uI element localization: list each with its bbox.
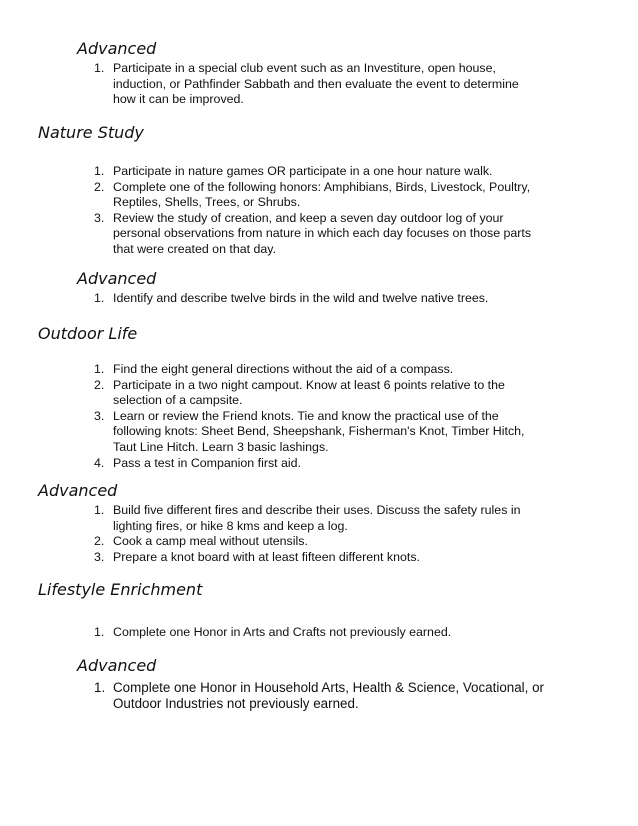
item-number: 1.: [94, 680, 106, 695]
list-item: [0, 550, 543, 566]
item-number: 1.: [94, 503, 105, 517]
item-text: Build five different fires and describe their uses. Discuss the safety rules in lighting fires, or hike 8 kms and keep a log.: [113, 503, 521, 533]
item-number: 2.: [94, 534, 105, 549]
list-item: [0, 61, 543, 108]
list-item: [0, 680, 553, 712]
list-item: [0, 625, 543, 641]
item-text: Pass a test in Companion first aid.: [113, 455, 302, 470]
item-number: 1.: [94, 164, 105, 178]
item-text: Complete one of the following honors: Amphibians, Birds, Livestock, Poultry, Reptiles, Shells, Trees, or Shrubs.: [113, 179, 531, 210]
list-item: [0, 362, 543, 378]
item-text: Cook a camp meal without utensils.: [113, 534, 308, 549]
list-item: [0, 164, 543, 180]
section-heading-advanced: Advanced: [77, 39, 157, 58]
section-heading-outdoor-life: Outdoor Life: [38, 324, 138, 343]
item-text: Review the study of creation, and keep a seven day outdoor log of your personal observations from nature in which each day focuses on those parts that were created on that day.: [113, 210, 532, 256]
section-list-advanced: [0, 680, 553, 712]
item-number: 2.: [94, 377, 105, 392]
item-text: Learn or review the Friend knots. Tie and know the practical use of the following knots: Sheet Bend, Sheepshank, Fisherman's Knot, Timber Hitch, Taut Line Hitch. Learn 3 basic lashings.: [113, 408, 525, 454]
section-heading-advanced: Advanced: [77, 656, 157, 675]
item-number: 1.: [94, 291, 105, 305]
item-number: 1.: [94, 362, 105, 376]
section-list-advanced: [0, 503, 543, 565]
item-text: Prepare a knot board with at least fifteen different knots.: [113, 549, 420, 564]
list-item: [0, 409, 543, 456]
list-item: [0, 503, 543, 534]
list-item: [0, 378, 543, 409]
item-number: 3.: [94, 549, 105, 564]
item-text: Participate in a special club event such as an Investiture, open house, induction, or Pathfinder Sabbath and then evaluate the event to determine how it can be improved.: [113, 61, 519, 107]
list-item: [0, 456, 543, 472]
section-list-advanced: [0, 291, 543, 307]
section-heading-advanced: Advanced: [38, 481, 118, 500]
item-number: 1.: [94, 625, 105, 639]
list-item: [0, 534, 543, 550]
section-list-advanced: [0, 61, 543, 108]
section-heading-advanced: Advanced: [77, 269, 157, 288]
section-list-nature-study: [0, 164, 543, 258]
item-text: Participate in nature games OR participate in a one hour nature walk.: [113, 164, 493, 178]
item-text: Complete one Honor in Arts and Crafts not previously earned.: [113, 625, 452, 639]
item-text: Identify and describe twelve birds in the wild and twelve native trees.: [113, 291, 489, 305]
list-item: [0, 180, 543, 211]
item-text: Complete one Honor in Household Arts, Health & Science, Vocational, or Outdoor Industries not previously earned.: [113, 680, 544, 711]
section-heading-nature-study: Nature Study: [38, 123, 144, 142]
list-item: [0, 291, 543, 307]
item-number: 3.: [94, 408, 105, 423]
list-item: [0, 211, 543, 258]
item-text: Find the eight general directions without the aid of a compass.: [113, 362, 454, 376]
item-number: 3.: [94, 210, 105, 225]
item-number: 2.: [94, 179, 105, 194]
section-heading-lifestyle-enrichment: Lifestyle Enrichment: [38, 580, 203, 599]
item-text: Participate in a two night campout. Know at least 6 points relative to the selection of a campsite.: [113, 377, 505, 408]
item-number: 4.: [94, 455, 105, 470]
section-list-outdoor-life: [0, 362, 543, 471]
item-number: 1.: [94, 61, 105, 75]
section-list-lifestyle-enrichment: [0, 625, 543, 641]
